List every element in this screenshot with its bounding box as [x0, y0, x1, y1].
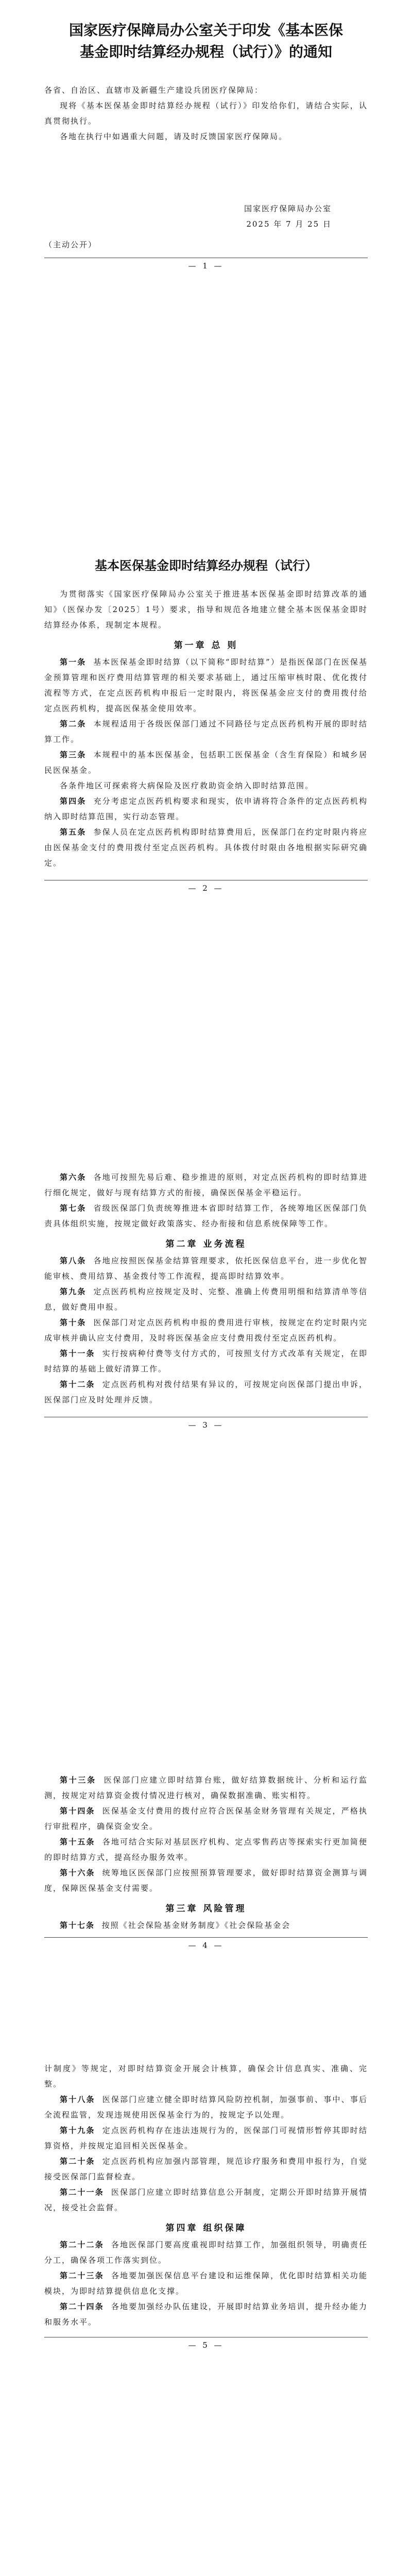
article-text: 各条件地区可探索将大病保险及医疗救助资金纳入即时结算范围。 [60, 781, 314, 790]
article-number: 第六条 [60, 1173, 87, 1182]
rules-title: 基本医保基金即时结算经办规程（试行） [95, 558, 317, 573]
article-number: 第三条 [60, 750, 87, 759]
article-number: 第二十条 [60, 2157, 95, 2166]
article-number: 第五条 [60, 827, 87, 837]
article-number: 第二十三条 [60, 2271, 104, 2280]
article-text: 各地要加强医保信息平台建设和运维保障，优化即时结算相关功能模块，为即时结算提供信息化支撑。 [44, 2271, 368, 2296]
article-text: 医保部门应建立健全即时结算风险防控机制，加强事前、事中、事后全流程监管，发现违规使用医保基金行为的，按规定予以处理。 [44, 2095, 368, 2120]
notice-title-line1: 国家医疗保障局办公室关于印发《基本医保 [68, 22, 343, 39]
article-number: 第七条 [60, 1204, 87, 1213]
page-number: — 2 — [188, 884, 224, 893]
page-number: — 3 — [188, 1420, 224, 1430]
article-text: 各地可结合实际对基层医疗机构、定点零售药店等探索实行更加简便的即时结算方式，提高经办服务效率。 [44, 1837, 368, 1862]
article-text: 统筹地区医保部门应按照预算管理要求，做好即时结算资金测算与调度，保障医保基金支付需要。 [44, 1868, 368, 1893]
article-number: 第十四条 [60, 1806, 95, 1816]
page-number: — 5 — [188, 2341, 224, 2350]
article-text: 医保基金支付费用的拨付应符合医保基金财务管理有关规定，严格执行审批程序，确保资金安全。 [44, 1806, 368, 1831]
notice-body-1: 现将《基本医保基金即时结算经办规程（试行）》印发给你们，请结合实际，认真贯彻执行。 [44, 101, 368, 126]
article-number: 第十条 [60, 1318, 87, 1327]
article-text: 计制度》等规定，对即时结算资金开展会计核算，确保会计信息真实、准确、完整。 [44, 2064, 368, 2089]
article-text: 按照《社会保险基金财务制度》《社会保险基金会 [101, 1921, 291, 1930]
article-text: 参保人员在定点医药机构即时结算费用后，医保部门在约定时限内将应由医保基金支付的费用拨付至定点医药机构。具体拨付时限由各地根据实际研究确定。 [44, 827, 368, 868]
article-text: 医保部门应建立即时结算台账，做好结算数据统计、分析和运行监测，按规定对结算资金拨付情况进行核对，确保数据准确、账实相符。 [44, 1775, 368, 1800]
article-number: 第十八条 [60, 2095, 95, 2104]
article-number: 第一条 [60, 657, 87, 667]
article-text: 各地医保部门要高度重视即时结算工作，加强组织领导，明确责任分工，确保各项工作落实到位。 [44, 2240, 368, 2265]
notice-body-2: 各地在执行中如遇重大问题，请及时反馈国家医疗保障局。 [60, 132, 288, 141]
issuer: 国家医疗保障局办公室 [244, 204, 332, 213]
publicity-note: （主动公开） [44, 240, 97, 249]
issue-date: 2025 年 7 月 25 日 [246, 219, 332, 229]
article-text: 各地可按照先易后难、稳步推进的原则，对定点医药机构的即时结算进行细化规定，做好与现有结算方式的衔接，确保医保基金平稳运行。 [44, 1173, 368, 1197]
article-number: 第二条 [60, 719, 87, 728]
preface: 为贯彻落实《国家医疗保障局办公室关于推进基本医保基金即时结算改革的通知》（医保办发〔2025〕1号）要求，指导和规范各地建立健全基本医保基金即时结算经办体系，现制定本规程。 [44, 589, 368, 630]
article-number: 第十九条 [60, 2126, 95, 2135]
article-number: 第十一条 [60, 1349, 95, 1358]
article-text: 基本医保基金即时结算（以下简称“即时结算”）是指医保部门在医保基金预算管理和医疗费用结算管理的相关要求基础上，通过压缩审核时限、优化拨付流程等方式，在定点医药机构申报后一定时限内，将医保基金应支付的费用拨付给定点医药机构，提高医保基金使用效率。 [44, 657, 368, 713]
article-text: 省级医保部门负责统筹推进本省即时结算工作，各统筹地区医保部门负责具体组织实施，按规定做好政策落实、经办衔接和信息系统保障等工作。 [44, 1204, 368, 1228]
article-number: 第九条 [60, 1287, 87, 1296]
chapter-3-heading: 第三章 风险管理 [165, 1904, 247, 1914]
article-text: 医保部门应建立即时结算信息公开制度，定期公开即时结算开展情况，接受社会监督。 [44, 2188, 368, 2212]
page-number: — 4 — [188, 1941, 224, 1950]
page-1 [0, 0, 412, 520]
article-text: 定点医药机构存在违法违规行为的，医保部门可视情形暂停其即时结算资格，并按规定追回相关医保基金。 [44, 2126, 368, 2150]
article-number: 第十五条 [60, 1837, 95, 1846]
chapter-1-heading: 第一章 总 则 [174, 640, 238, 651]
article-text: 各地要加强经办队伍建设，开展即时结算业务培训，提升经办能力和服务水平。 [44, 2302, 368, 2327]
article-text: 本规程适用于各级医保部门通过不同路径与定点医药机构开展的即时结算工作。 [44, 719, 368, 744]
article-number: 第十三条 [60, 1775, 96, 1785]
page-number: — 1 — [188, 261, 224, 270]
addressee: 各省、自治区、直辖市及新疆生产建设兵团医疗保障局： [44, 86, 264, 95]
article-number: 第十六条 [60, 1868, 95, 1877]
article-text: 实行按病种付费等支付方式的，可按照支付方式改革有关规定，在即时结算的基础上做好清算工作。 [44, 1349, 368, 1374]
page-5 [0, 2061, 412, 2576]
article-text: 各地应按照医保基金结算管理要求，依托医保信息平台，进一步优化智能审核、费用结算、基金拨付等工作流程，提高即时结算效率。 [44, 1256, 368, 1281]
divider-rule [44, 1937, 368, 1938]
article-number: 第二十二条 [60, 2240, 104, 2249]
article-text: 本规程中的基本医保基金，包括职工医保基金（含生育保险）和城乡居民医保基金。 [44, 750, 368, 775]
article-text: 医保部门对定点医药机构申报的费用进行审核，按规定在约定时限内完成审核并确认应支付费用，及时将医保基金应支付费用拨付至定点医药机构。 [44, 1318, 368, 1343]
chapter-2-heading: 第二章 业务流程 [165, 1239, 247, 1249]
article-number: 第十七条 [60, 1921, 95, 1930]
page-2 [0, 556, 412, 1123]
article-number: 第二十四条 [60, 2302, 104, 2311]
article-text: 充分考虑定点医药机构要求和现实，依申请将符合条件的定点医药机构纳入即时结算范围，实行动态管理。 [44, 796, 368, 821]
article-number: 第四条 [60, 796, 87, 806]
article-text: 定点医药机构应按规定及时、完整、准确上传费用明细和结算清单等信息，做好费用申报。 [44, 1287, 368, 1312]
article-number: 第十二条 [60, 1380, 95, 1389]
page-3 [0, 1170, 412, 1736]
article-number: 第八条 [60, 1256, 87, 1265]
article-number: 第二十一条 [60, 2188, 104, 2197]
chapter-4-heading: 第四章 组织保障 [165, 2223, 247, 2233]
article-text: 定点医药机构应加强内部管理，规范诊疗服务和费用申报行为，自觉接受医保部门监督检查。 [44, 2157, 368, 2181]
notice-title-line2: 基金即时结算经办规程（试行）》的通知 [79, 43, 332, 60]
article-text: 定点医药机构对拨付结果有异议的，可按规定向医保部门提出申诉，医保部门应及时处理并反馈。 [44, 1380, 368, 1404]
